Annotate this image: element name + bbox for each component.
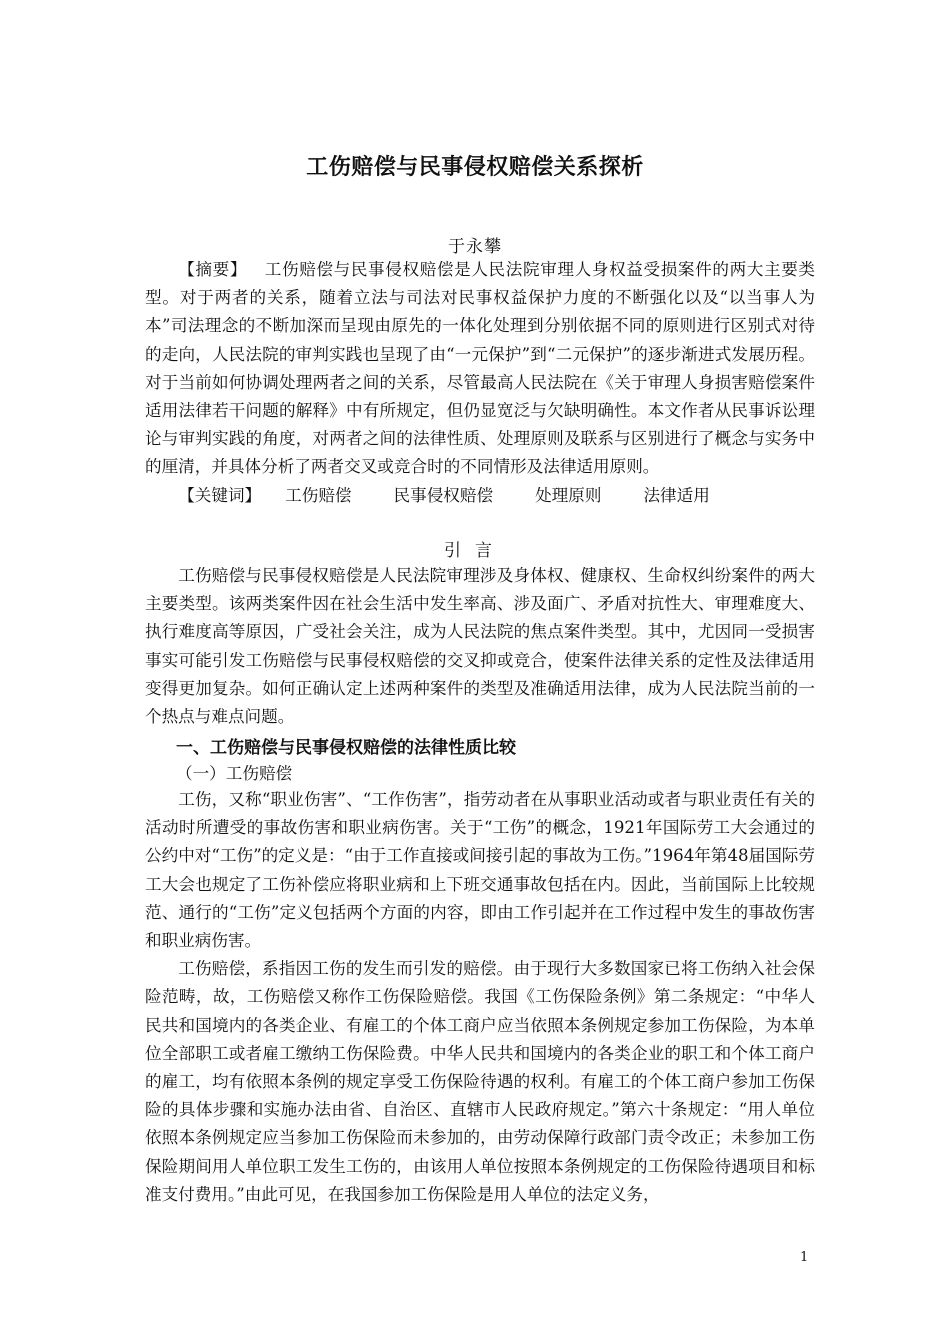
keywords-line xyxy=(145,482,815,510)
body-paragraph: 工伤赔偿，系指因工伤的发生而引发的赔偿。由于现行大多数国家已将工伤纳入社会保险范畴，故，工伤赔偿又称作工伤保险赔偿。我国《工伤保险条例》第二条规定：“中华人民共和国境内的各类企业、有雇工的个体工商户应当依照本条例规定参加工伤保险，为本单位全部职工或者雇工缴纳工伤保险费。中华人民共和国境内的各类企业的职工和个体工商户的雇工，均有依照本条例的规定享受工伤保险待遇的权利。有雇工的个体工商户参加工伤保险的具体步骤和实施办法由省、自治区、直辖市人民政府规定。”第六十条规定：“用人单位依照本条例规定应当参加工伤保险而未参加的，由劳动保障行政部门责令改正；未参加工伤保险期间用人单位职工发生工伤的，由该用人单位按照本条例规定的工伤保险待遇项目和标准支付费用。”由此可见，在我国参加工伤保险是用人单位的法定义务， xyxy=(145,959,815,1204)
keyword: 法律适用 xyxy=(643,486,710,505)
subsection-heading: （一）工伤赔偿 xyxy=(176,764,293,783)
intro-block xyxy=(145,562,815,731)
document-title: 工伤赔偿与民事侵权赔偿关系探析 xyxy=(306,155,644,180)
abstract-paragraph xyxy=(145,256,815,482)
keyword: 处理原则 xyxy=(535,486,602,505)
abstract-block xyxy=(145,256,815,482)
document-author: 于永攀 xyxy=(448,237,502,257)
body-paragraph: 工伤，又称“职业伤害”、“工作伤害”，指劳动者在从事职业活动或者与职业责任有关的活动时所遭受的事故伤害和职业病伤害。关于“工伤”的概念，1921年国际劳工大会通过的公约中对“工伤”的定义是：“由于工作直接或间接引起的事故为工伤。”1964年第48届国际劳工大会也规定了工伤补偿应将职业病和上下班交通事故包括在内。因此，当前国际上比较规范、通行的“工伤”定义包括两个方面的内容，即由工作引起并在工作过程中发生的事故伤害和职业病伤害。 xyxy=(145,790,815,951)
intro-heading: 引言 xyxy=(444,541,506,561)
section-heading: 一、工伤赔偿与民事侵权赔偿的法律性质比较 xyxy=(176,738,516,758)
abstract-label: 【摘要】 xyxy=(178,260,248,279)
intro-paragraph: 工伤赔偿与民事侵权赔偿是人民法院审理涉及身体权、健康权、生命权纠纷案件的两大主要类型。该两类案件因在社会生活中发生率高、涉及面广、矛盾对抗性大、审理难度大、执行难度高等原因，广受社会关注，成为人民法院的焦点案件类型。其中，尤因同一受损害事实可能引发工伤赔偿与民事侵权赔偿的交叉抑或竞合，使案件法律关系的定性及法律适用变得更加复杂。如何正确认定上述两种案件的类型及准确适用法律，成为人民法院当前的一个热点与难点问题。 xyxy=(145,566,815,727)
page-number: 1 xyxy=(800,1250,809,1265)
abstract-text: 工伤赔偿与民事侵权赔偿是人民法院审理人身权益受损案件的两大主要类型。对于两者的关系，随着立法与司法对民事权益保护力度的不断强化以及“以当事人为本”司法理念的不断加深而呈现由原先的一体化处理到分别依据不同的原则进行区别式对待的走向，人民法院的审判实践也呈现了由“一元保护”到“二元保护”的逐步渐进式发展历程。对于当前如何协调处理两者之间的关系，尽管最高人民法院在《关于审理人身损害赔偿案件适用法律若干问题的解释》中有所规定，但仍显宽泛与欠缺明确性。本文作者从民事诉讼理论与审判实践的角度，对两者之间的法律性质、处理原则及联系与区别进行了概念与实务中的厘清，并具体分析了两者交叉或竞合时的不同情形及法律适用原则。 xyxy=(145,260,816,477)
keyword: 民事侵权赔偿 xyxy=(393,486,494,505)
keywords-label: 【关键词】 xyxy=(178,486,262,505)
section-body xyxy=(145,786,815,1209)
keyword: 工伤赔偿 xyxy=(285,486,352,505)
